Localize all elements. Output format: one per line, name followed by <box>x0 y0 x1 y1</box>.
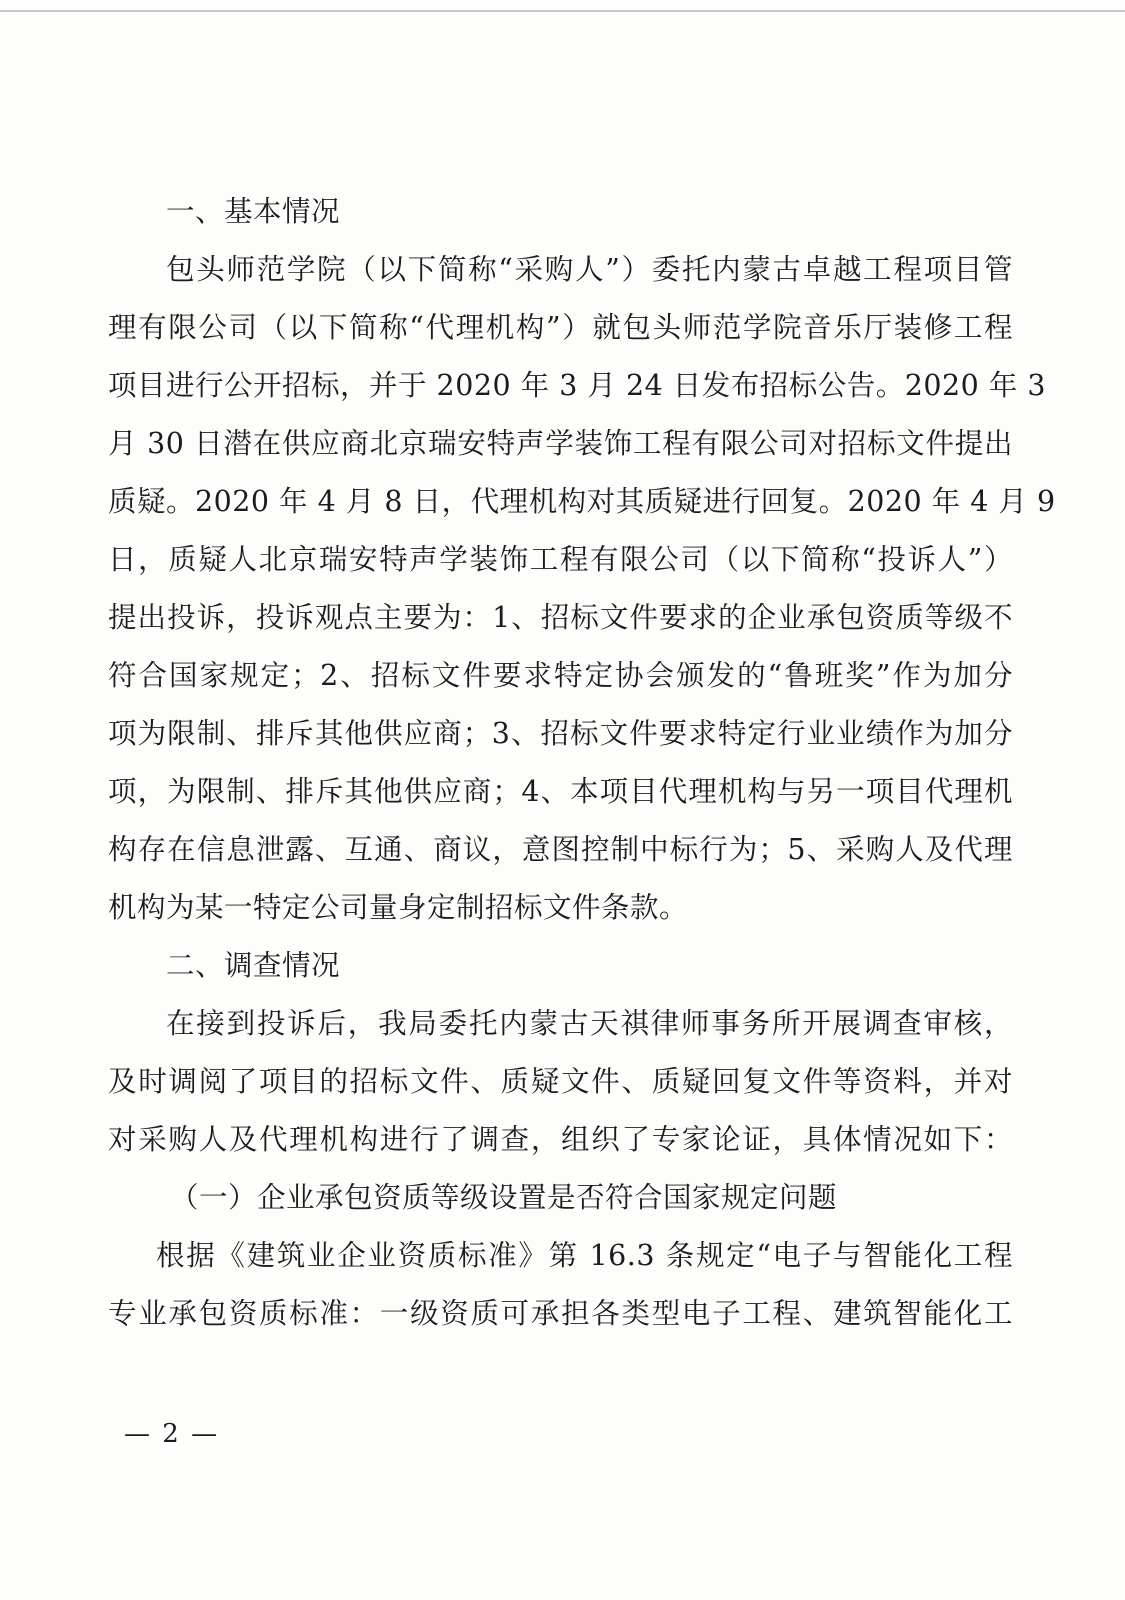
paragraph-line: 项目进行公开招标，并于 2020 年 3 月 24 日发布招标公告。2020 年 3 <box>108 369 1047 402</box>
paragraph-line: 符合国家规定；2、招标文件要求特定协会颁发的“鲁班奖”作为加分 <box>108 659 1013 692</box>
paragraph-line: 月 30 日潜在供应商北京瑞安特声学装饰工程有限公司对招标文件提出 <box>108 427 1013 460</box>
paragraph-line: 专业承包资质标准：一级资质可承担各类型电子工程、建筑智能化工 <box>108 1297 1013 1330</box>
subsection-heading-qualification: （一）企业承包资质等级设置是否符合国家规定问题 <box>170 1181 838 1214</box>
section-heading-investigation: 二、调查情况 <box>166 949 341 982</box>
paragraph-line: 根据《建筑业企业资质标准》第 16.3 条规定“电子与智能化工程 <box>156 1239 1013 1272</box>
paragraph-line: 日，质疑人北京瑞安特声学装饰工程有限公司（以下简称“投诉人”） <box>108 543 1013 576</box>
paragraph-line: 提出投诉，投诉观点主要为：1、招标文件要求的企业承包资质等级不 <box>108 601 1013 634</box>
page-number: — 2 — <box>124 1419 220 1449</box>
paragraph-line: 及时调阅了项目的招标文件、质疑文件、质疑回复文件等资料，并对 <box>108 1065 1013 1098</box>
paragraph-line: 构存在信息泄露、互通、商议，意图控制中标行为；5、采购人及代理 <box>108 833 1013 866</box>
paragraph-line: 项为限制、排斥其他供应商；3、招标文件要求特定行业业绩作为加分 <box>108 717 1013 750</box>
paragraph-line: 对采购人及代理机构进行了调查，组织了专家论证，具体情况如下： <box>108 1123 1013 1156</box>
paragraph-line: 理有限公司（以下简称“代理机构”）就包头师范学院音乐厅装修工程 <box>108 311 1013 344</box>
section-heading-basic-info: 一、基本情况 <box>166 195 341 228</box>
paragraph-line: 机构为某一特定公司量身定制招标文件条款。 <box>108 891 689 924</box>
paragraph-line: 在接到投诉后，我局委托内蒙古天祺律师事务所开展调查审核， <box>166 1007 1013 1040</box>
paragraph-line: 项，为限制、排斥其他供应商；4、本项目代理机构与另一项目代理机 <box>108 775 1013 808</box>
scan-top-edge <box>0 10 1125 12</box>
paragraph-line: 包头师范学院（以下简称“采购人”）委托内蒙古卓越工程项目管 <box>166 253 1013 286</box>
paragraph-line: 质疑。2020 年 4 月 8 日，代理机构对其质疑进行回复。2020 年 4 月 9 <box>108 485 1056 518</box>
